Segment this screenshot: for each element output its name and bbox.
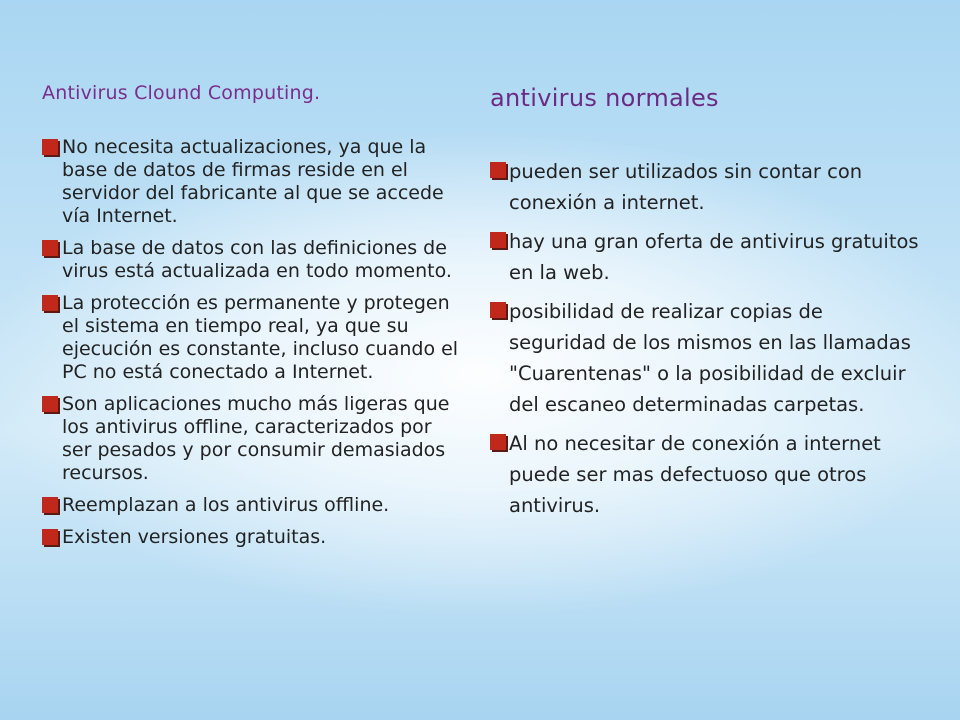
list-item-text: Son aplicaciones mucho más ligeras que los antivirus offline, caracterizados por ser pesados y por consumir demasiados recursos. [62, 393, 450, 484]
list-item [42, 494, 467, 517]
red-square-bullet-icon [42, 497, 58, 513]
red-square-bullet-icon [42, 396, 58, 412]
list-item-text: La protección es permanente y protegen el sistema en tiempo real, ya que su ejecución es constante, incluso cuando el PC no está conectado a Internet. [62, 292, 459, 383]
list-item [490, 156, 920, 218]
list-item [42, 292, 467, 384]
right-column [490, 84, 920, 529]
list-item [42, 136, 467, 228]
list-item-text: Reemplazan a los antivirus offline. [62, 494, 390, 516]
red-square-bullet-icon [42, 295, 58, 311]
red-square-bullet-icon [490, 232, 506, 248]
list-item-text: Existen versiones gratuitas. [62, 526, 327, 548]
left-bullet-list [42, 136, 467, 549]
list-item-text: La base de datos con las definiciones de virus está actualizada en todo momento. [62, 237, 452, 282]
red-square-bullet-icon [42, 139, 58, 155]
list-item [42, 526, 467, 549]
list-item [42, 393, 467, 485]
red-square-bullet-icon [42, 529, 58, 545]
list-item [42, 237, 467, 283]
list-item-text: Al no necesitar de conexión a internet puede ser mas defectuoso que otros antivirus. [509, 432, 881, 517]
red-square-bullet-icon [490, 434, 506, 450]
right-column-heading: antivirus normales [490, 84, 719, 112]
list-item [490, 428, 920, 521]
list-item-text: hay una gran oferta de antivirus gratuitos en la web. [509, 230, 919, 284]
red-square-bullet-icon [42, 240, 58, 256]
list-item [490, 296, 920, 420]
list-item-text: posibilidad de realizar copias de seguridad de los mismos en las llamadas "Cuarentenas" o la posibilidad de excluir del escaneo determinadas carpetas. [509, 300, 911, 416]
list-item-text: No necesita actualizaciones, ya que la base de datos de firmas reside en el servidor del fabricante al que se accede vía Internet. [62, 136, 444, 227]
left-column-heading: Antivirus Clound Computing. [42, 82, 321, 104]
list-item-text: pueden ser utilizados sin contar con conexión a internet. [509, 160, 863, 214]
red-square-bullet-icon [490, 302, 506, 318]
right-bullet-list [490, 156, 920, 521]
left-column [42, 82, 467, 558]
list-item [490, 226, 920, 288]
red-square-bullet-icon [490, 162, 506, 178]
